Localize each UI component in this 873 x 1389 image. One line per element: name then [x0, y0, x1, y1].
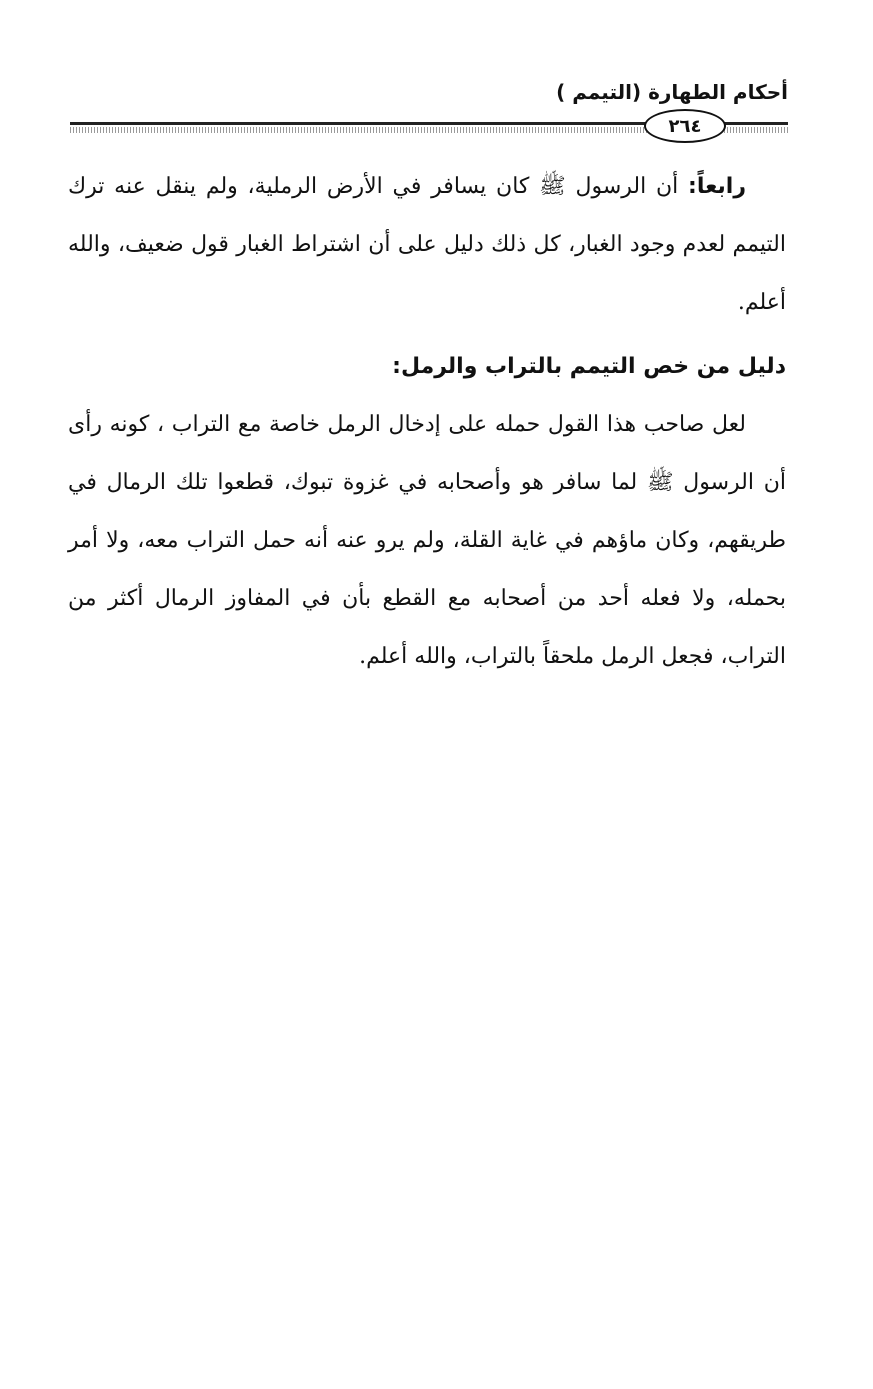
paragraph-body: أن الرسول ﷺ كان يسافر في الأرض الرملية، ولم ينقل عنه ترك التيمم لعدم وجود الغبار، كل ذلك دليل على أن اشتراط الغبار قول ضعيف، والله أعلم. — [68, 174, 786, 315]
running-header-title: أحكام الطهارة (التيمم ) — [556, 80, 788, 104]
paragraph-sand-evidence — [68, 396, 786, 686]
page-header — [70, 72, 788, 142]
section-heading: دليل من خص التيمم بالتراب والرمل: — [392, 354, 786, 379]
page-number-badge: ٢٦٤ — [644, 109, 726, 143]
paragraph-lead: رابعاً: — [688, 174, 746, 199]
paragraph-body: لعل صاحب هذا القول حمله على إدخال الرمل خاصة مع التراب ، كونه رأى أن الرسول ﷺ لما سافر هو وأصحابه في غزوة تبوك، قطعوا تلك الرمال في طريقهم، وكان ماؤهم في غاية القلة، ولم يرو عنه أنه حمل التراب معه، ولا أمر بحمله، ولا فعله أحد من أصحابه مع القطع بأن في المفاوز الرمال أكثر من التراب، فجعل الرمل ملحقاً بالتراب، والله أعلم. — [68, 412, 786, 669]
paragraph-fourthly — [68, 158, 786, 332]
